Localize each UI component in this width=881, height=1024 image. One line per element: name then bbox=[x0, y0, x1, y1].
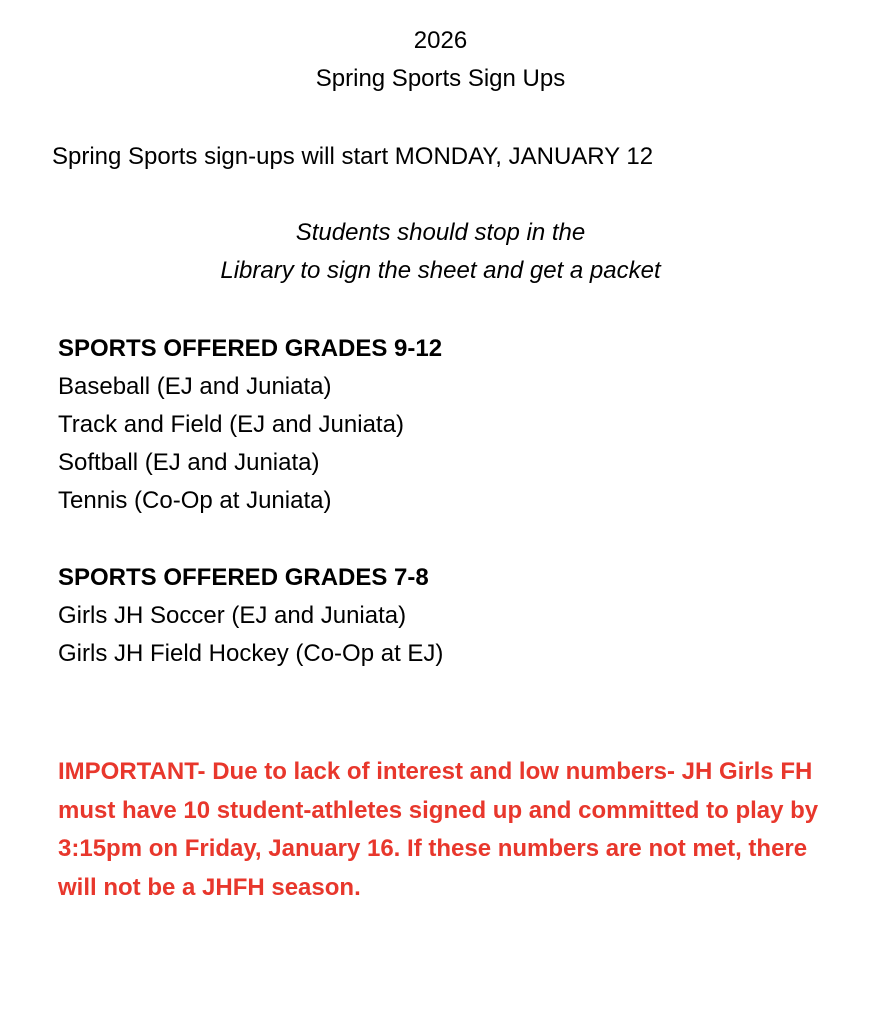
page-title: Spring Sports Sign Ups bbox=[315, 65, 566, 92]
list-item: Baseball (EJ and Juniata) bbox=[58, 373, 332, 400]
list-item: Girls JH Soccer (EJ and Juniata) bbox=[58, 602, 407, 629]
important-notice: IMPORTANT- Due to lack of interest and low numbers- JH Girls FH must have 10 student-athletes signed up and committed to play by 3:15pm on Friday, January 16. If these numbers are not met, there will not be a JHFH season. bbox=[58, 758, 819, 901]
instructions-line-2: Library to sign the sheet and get a packet bbox=[220, 257, 661, 284]
list-item: Softball (EJ and Juniata) bbox=[58, 449, 320, 476]
year-heading: 2026 bbox=[413, 27, 468, 54]
list-item: Tennis (Co-Op at Juniata) bbox=[58, 487, 332, 514]
list-item: Girls JH Field Hockey (Co-Op at EJ) bbox=[58, 640, 444, 667]
high-school-heading: SPORTS OFFERED GRADES 9-12 bbox=[58, 335, 443, 362]
start-date-line: Spring Sports sign-ups will start MONDAY, JANUARY 12 bbox=[52, 143, 654, 170]
instructions-line-1: Students should stop in the bbox=[295, 219, 586, 246]
junior-high-heading: SPORTS OFFERED GRADES 7-8 bbox=[58, 564, 429, 591]
list-item: Track and Field (EJ and Juniata) bbox=[58, 411, 404, 438]
